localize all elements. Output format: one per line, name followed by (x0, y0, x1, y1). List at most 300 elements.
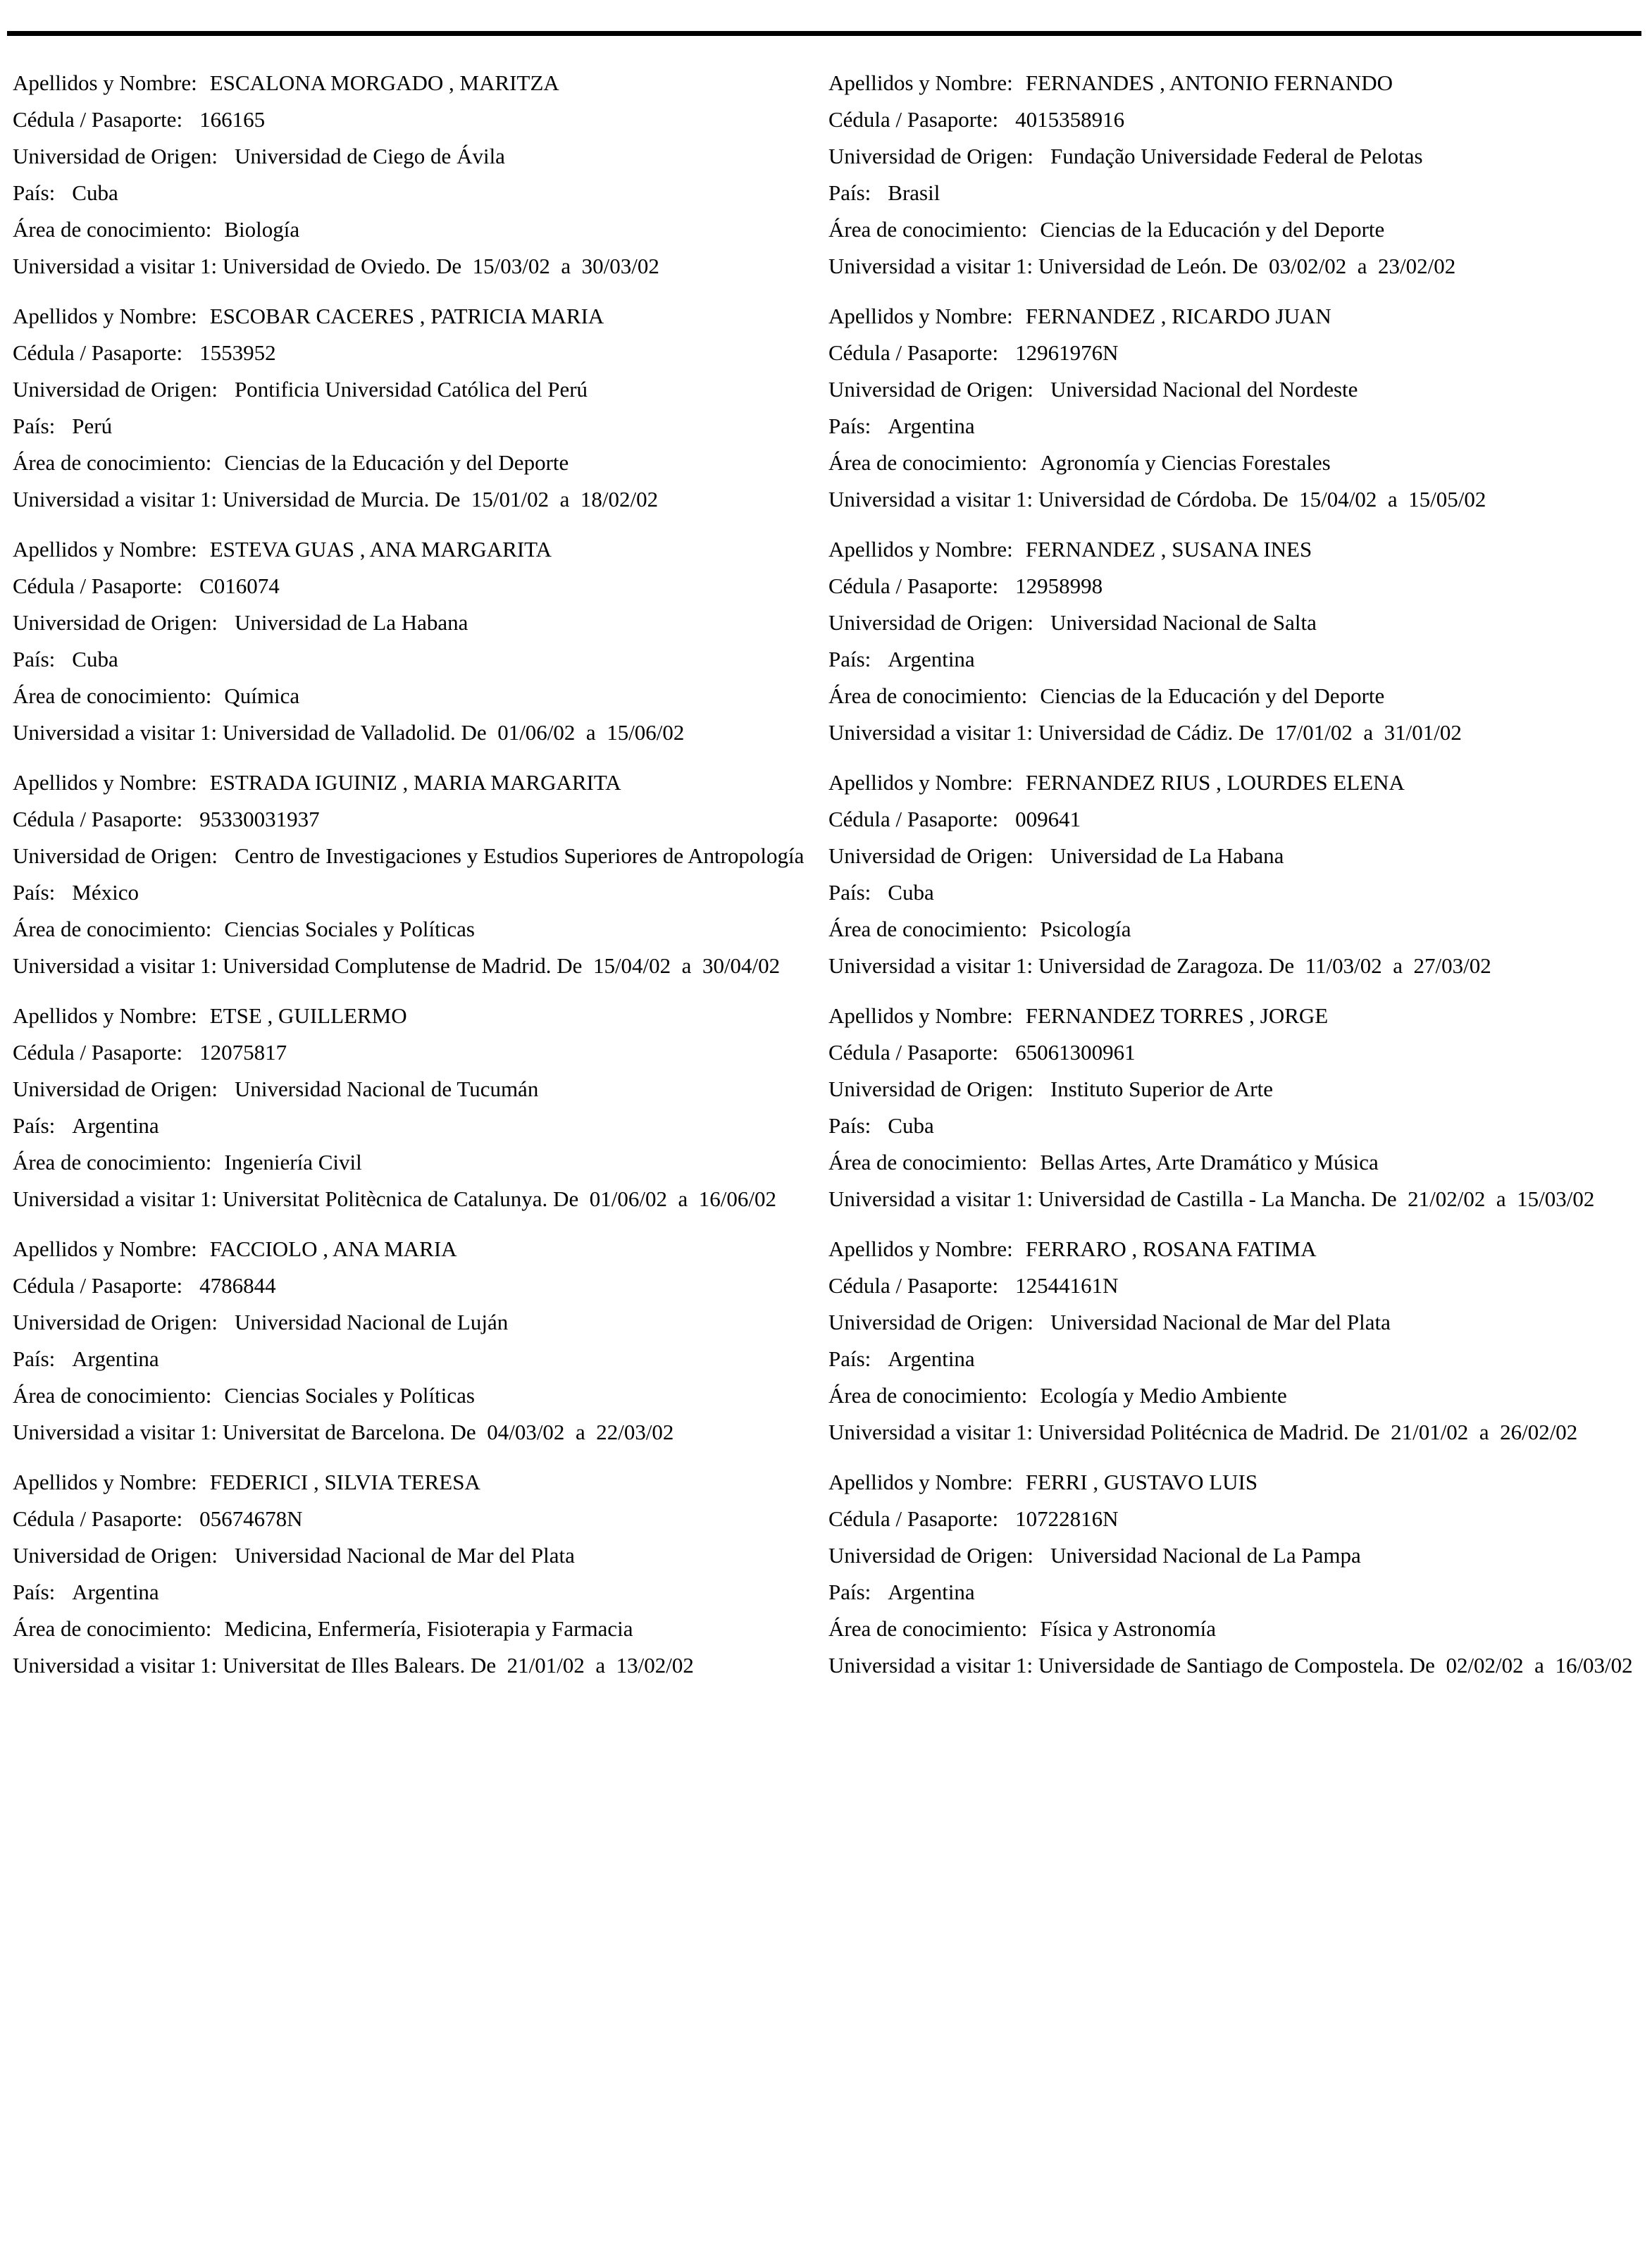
country-line (13, 1113, 807, 1138)
date-to: 13/02/02 (616, 1653, 694, 1678)
id-label: Cédula / Pasaporte: (13, 107, 183, 132)
country-line (828, 880, 1646, 905)
country-label: País: (13, 1580, 56, 1604)
origin-line (828, 610, 1646, 635)
from-label: De (1268, 953, 1295, 978)
from-label: De (450, 1420, 476, 1444)
origin-label: Universidad de Origen: (828, 610, 1033, 635)
visit-label: Universidad a visitar 1: (13, 1420, 218, 1444)
id-label: Cédula / Pasaporte: (13, 1040, 183, 1065)
id-line (13, 574, 807, 598)
visit-line (13, 953, 807, 978)
area-line (828, 917, 1646, 941)
to-label: a (559, 487, 570, 512)
area-label: Área de conocimiento: (13, 1150, 212, 1174)
area-value: Psicología (1040, 917, 1131, 941)
name-line (828, 70, 1646, 95)
id-value: 95330031937 (199, 807, 320, 831)
country-value: Cuba (72, 180, 118, 205)
origin-line (828, 377, 1646, 402)
name-line (13, 1003, 807, 1028)
name-label: Apellidos y Nombre: (13, 537, 197, 562)
area-line (13, 683, 807, 708)
origin-line (13, 144, 807, 168)
origin-line (13, 1543, 807, 1568)
id-line (13, 107, 807, 132)
to-label: a (1534, 1653, 1544, 1678)
id-value: 12961976N (1015, 340, 1119, 365)
from-label: De (1371, 1186, 1397, 1211)
grant-record (828, 770, 1646, 978)
area-line (828, 1616, 1646, 1641)
date-from: 02/02/02 (1446, 1653, 1524, 1678)
visit-label: Universidad a visitar 1: (13, 1653, 218, 1678)
date-from: 04/03/02 (487, 1420, 565, 1444)
name-value: FEDERICI , SILVIA TERESA (209, 1470, 480, 1494)
visit-label: Universidad a visitar 1: (828, 487, 1033, 512)
id-value: 4786844 (199, 1273, 276, 1298)
area-label: Área de conocimiento: (828, 1616, 1028, 1641)
id-line (13, 807, 807, 831)
visit-label: Universidad a visitar 1: (828, 1186, 1033, 1211)
name-line (828, 1003, 1646, 1028)
date-from: 21/01/02 (1391, 1420, 1469, 1444)
visit-university: Universidad Politécnica de Madrid. (1038, 1420, 1349, 1444)
origin-line (13, 1077, 807, 1101)
area-value: Ecología y Medio Ambiente (1040, 1383, 1287, 1408)
id-value: 1553952 (199, 340, 276, 365)
date-from: 11/03/02 (1305, 953, 1382, 978)
to-label: a (585, 720, 596, 745)
to-label: a (678, 1186, 688, 1211)
area-line (13, 1150, 807, 1174)
origin-value: Universidad de La Habana (234, 610, 468, 635)
origin-line (828, 1077, 1646, 1101)
country-line (828, 414, 1646, 438)
visit-university: Universidade de Santiago de Compostela. (1038, 1653, 1405, 1678)
area-value: Química (224, 683, 300, 708)
country-label: País: (13, 180, 56, 205)
area-value: Ciencias de la Educación y del Deporte (1040, 217, 1385, 242)
country-value: Cuba (888, 1113, 934, 1138)
origin-value: Pontificia Universidad Católica del Perú (234, 377, 588, 402)
name-value: FERNANDEZ , RICARDO JUAN (1025, 304, 1331, 328)
name-value: FERRARO , ROSANA FATIMA (1025, 1236, 1317, 1261)
country-value: Argentina (888, 414, 975, 438)
origin-value: Universidad de Ciego de Ávila (234, 144, 505, 168)
id-value: 65061300961 (1015, 1040, 1136, 1065)
name-label: Apellidos y Nombre: (828, 70, 1013, 95)
grant-record (13, 537, 807, 745)
country-label: País: (828, 414, 871, 438)
origin-value: Universidad Nacional de Mar del Plata (234, 1543, 575, 1568)
id-value: 12075817 (199, 1040, 287, 1065)
to-label: a (595, 1653, 606, 1678)
id-label: Cédula / Pasaporte: (828, 1273, 999, 1298)
country-line (828, 1346, 1646, 1371)
date-from: 17/01/02 (1274, 720, 1353, 745)
name-value: FERNANDEZ , SUSANA INES (1025, 537, 1312, 562)
origin-label: Universidad de Origen: (828, 144, 1033, 168)
country-line (13, 1346, 807, 1371)
date-from: 21/02/02 (1408, 1186, 1486, 1211)
visit-university: Universidad de Oviedo. (222, 254, 431, 278)
country-value: Perú (72, 414, 113, 438)
date-from: 03/02/02 (1269, 254, 1347, 278)
visit-university: Universidad de Zaragoza. (1038, 953, 1264, 978)
name-value: ESCALONA MORGADO , MARITZA (209, 70, 559, 95)
name-label: Apellidos y Nombre: (828, 1236, 1013, 1261)
date-to: 15/03/02 (1517, 1186, 1595, 1211)
origin-value: Universidad Nacional del Nordeste (1050, 377, 1358, 402)
origin-label: Universidad de Origen: (828, 1077, 1033, 1101)
name-label: Apellidos y Nombre: (13, 770, 197, 795)
id-value: 10722816N (1015, 1506, 1119, 1531)
area-value: Ciencias Sociales y Políticas (224, 1383, 475, 1408)
date-to: 18/02/02 (580, 487, 659, 512)
grant-record (828, 1003, 1646, 1211)
area-label: Área de conocimiento: (828, 683, 1028, 708)
name-label: Apellidos y Nombre: (828, 770, 1013, 795)
origin-line (13, 843, 807, 868)
name-label: Apellidos y Nombre: (828, 1470, 1013, 1494)
id-value: C016074 (199, 574, 280, 598)
visit-line (828, 1653, 1646, 1678)
from-label: De (1409, 1653, 1435, 1678)
name-line (13, 1470, 807, 1494)
id-line (828, 1273, 1646, 1298)
country-line (13, 1580, 807, 1604)
origin-line (828, 144, 1646, 168)
name-label: Apellidos y Nombre: (828, 537, 1013, 562)
from-label: De (435, 254, 462, 278)
grant-record (828, 1236, 1646, 1444)
country-label: País: (13, 1346, 56, 1371)
id-value: 12544161N (1015, 1273, 1119, 1298)
country-label: País: (828, 647, 871, 671)
area-value: Agronomía y Ciencias Forestales (1040, 450, 1331, 475)
to-label: a (1479, 1420, 1489, 1444)
visit-label: Universidad a visitar 1: (828, 1653, 1033, 1678)
country-label: País: (13, 414, 56, 438)
name-label: Apellidos y Nombre: (828, 1003, 1013, 1028)
country-label: País: (13, 1113, 56, 1138)
country-line (828, 1580, 1646, 1604)
name-label: Apellidos y Nombre: (13, 1003, 197, 1028)
id-value: 05674678N (199, 1506, 303, 1531)
country-line (828, 180, 1646, 205)
visit-label: Universidad a visitar 1: (13, 720, 218, 745)
name-line (13, 70, 807, 95)
visit-university: Universitat de Illes Balears. (222, 1653, 466, 1678)
area-line (13, 1616, 807, 1641)
to-label: a (561, 254, 571, 278)
date-to: 30/03/02 (581, 254, 659, 278)
date-to: 15/06/02 (607, 720, 685, 745)
id-line (828, 340, 1646, 365)
origin-line (828, 1543, 1646, 1568)
origin-value: Fundação Universidade Federal de Pelotas (1050, 144, 1423, 168)
country-label: País: (828, 880, 871, 905)
id-label: Cédula / Pasaporte: (13, 340, 183, 365)
origin-label: Universidad de Origen: (13, 1543, 218, 1568)
date-to: 30/04/02 (702, 953, 781, 978)
area-value: Bellas Artes, Arte Dramático y Música (1040, 1150, 1379, 1174)
name-line (13, 304, 807, 328)
visit-line (13, 1186, 807, 1211)
origin-line (828, 1310, 1646, 1334)
visit-university: Universidad de Cádiz. (1038, 720, 1234, 745)
id-label: Cédula / Pasaporte: (828, 574, 999, 598)
id-label: Cédula / Pasaporte: (828, 1040, 999, 1065)
country-value: Argentina (888, 1346, 975, 1371)
date-to: 26/02/02 (1500, 1420, 1578, 1444)
country-value: Brasil (888, 180, 940, 205)
name-label: Apellidos y Nombre: (13, 70, 197, 95)
country-label: País: (13, 880, 56, 905)
id-label: Cédula / Pasaporte: (828, 340, 999, 365)
from-label: De (557, 953, 583, 978)
visit-university: Universitat Politècnica de Catalunya. (222, 1186, 548, 1211)
from-label: De (435, 487, 461, 512)
visit-label: Universidad a visitar 1: (828, 720, 1033, 745)
date-from: 15/01/02 (471, 487, 549, 512)
to-label: a (1357, 254, 1367, 278)
origin-line (13, 377, 807, 402)
area-line (13, 1383, 807, 1408)
from-label: De (1262, 487, 1288, 512)
date-from: 01/06/02 (589, 1186, 667, 1211)
visit-line (13, 720, 807, 745)
name-value: FERRI , GUSTAVO LUIS (1025, 1470, 1258, 1494)
origin-value: Universidad Nacional de La Pampa (1050, 1543, 1361, 1568)
visit-label: Universidad a visitar 1: (828, 953, 1033, 978)
name-line (828, 1236, 1646, 1261)
origin-label: Universidad de Origen: (13, 1077, 218, 1101)
date-from: 21/01/02 (507, 1653, 585, 1678)
origin-label: Universidad de Origen: (828, 377, 1033, 402)
area-label: Área de conocimiento: (13, 1616, 212, 1641)
name-line (828, 770, 1646, 795)
name-value: FACCIOLO , ANA MARIA (209, 1236, 457, 1261)
country-value: Cuba (888, 880, 934, 905)
grant-record (13, 70, 807, 278)
grant-record (13, 1003, 807, 1211)
name-label: Apellidos y Nombre: (13, 1470, 197, 1494)
grant-record (828, 537, 1646, 745)
date-to: 23/02/02 (1378, 254, 1456, 278)
area-line (828, 1383, 1646, 1408)
date-to: 22/03/02 (596, 1420, 674, 1444)
country-label: País: (828, 1580, 871, 1604)
area-label: Área de conocimiento: (13, 917, 212, 941)
area-label: Área de conocimiento: (828, 450, 1028, 475)
id-line (13, 1273, 807, 1298)
area-value: Biología (224, 217, 300, 242)
origin-label: Universidad de Origen: (828, 1310, 1033, 1334)
visit-university: Universidad de Murcia. (222, 487, 430, 512)
name-label: Apellidos y Nombre: (828, 304, 1013, 328)
from-label: De (470, 1653, 497, 1678)
to-label: a (1393, 953, 1403, 978)
area-label: Área de conocimiento: (13, 217, 212, 242)
date-from: 15/03/02 (472, 254, 550, 278)
grant-record (13, 770, 807, 978)
id-line (828, 1040, 1646, 1065)
origin-value: Universidad Nacional de Tucumán (234, 1077, 539, 1101)
grant-record (13, 304, 807, 512)
country-label: País: (828, 180, 871, 205)
area-label: Área de conocimiento: (828, 1383, 1028, 1408)
visit-line (828, 720, 1646, 745)
visit-university: Universidad de Córdoba. (1038, 487, 1257, 512)
to-label: a (1387, 487, 1398, 512)
right-column (828, 70, 1646, 1703)
origin-line (13, 1310, 807, 1334)
id-line (828, 1506, 1646, 1531)
visit-line (13, 1420, 807, 1444)
visit-label: Universidad a visitar 1: (13, 487, 218, 512)
visit-university: Universidad de León. (1038, 254, 1227, 278)
id-label: Cédula / Pasaporte: (828, 1506, 999, 1531)
name-value: FERNANDEZ RIUS , LOURDES ELENA (1025, 770, 1405, 795)
date-from: 15/04/02 (592, 953, 671, 978)
from-label: De (461, 720, 487, 745)
name-value: FERNANDES , ANTONIO FERNANDO (1025, 70, 1393, 95)
visit-label: Universidad a visitar 1: (13, 953, 218, 978)
name-value: ESTRADA IGUINIZ , MARIA MARGARITA (209, 770, 621, 795)
visit-university: Universidad de Castilla - La Mancha. (1038, 1186, 1366, 1211)
country-label: País: (828, 1346, 871, 1371)
name-line (13, 537, 807, 562)
id-line (828, 574, 1646, 598)
id-value: 12958998 (1015, 574, 1103, 598)
area-line (828, 683, 1646, 708)
id-label: Cédula / Pasaporte: (828, 807, 999, 831)
origin-label: Universidad de Origen: (13, 377, 218, 402)
country-value: Argentina (72, 1346, 159, 1371)
visit-label: Universidad a visitar 1: (828, 1420, 1033, 1444)
grant-record (13, 1236, 807, 1444)
visit-university: Universitat de Barcelona. (222, 1420, 445, 1444)
visit-line (13, 254, 807, 278)
origin-value: Universidad Nacional de Mar del Plata (1050, 1310, 1391, 1334)
visit-line (828, 1420, 1646, 1444)
visit-line (828, 254, 1646, 278)
area-line (828, 450, 1646, 475)
area-label: Área de conocimiento: (828, 917, 1028, 941)
country-value: México (72, 880, 139, 905)
name-value: ETSE , GUILLERMO (209, 1003, 407, 1028)
area-line (828, 1150, 1646, 1174)
area-label: Área de conocimiento: (13, 450, 212, 475)
date-to: 31/01/02 (1384, 720, 1462, 745)
origin-label: Universidad de Origen: (13, 610, 218, 635)
from-label: De (1238, 720, 1265, 745)
name-line (13, 1236, 807, 1261)
id-line (13, 1506, 807, 1531)
origin-value: Instituto Superior de Arte (1050, 1077, 1273, 1101)
grant-record (828, 304, 1646, 512)
origin-value: Universidad Nacional de Luján (234, 1310, 509, 1334)
name-label: Apellidos y Nombre: (13, 1236, 197, 1261)
id-value: 4015358916 (1015, 107, 1125, 132)
country-line (13, 880, 807, 905)
id-label: Cédula / Pasaporte: (13, 1506, 183, 1531)
visit-line (828, 487, 1646, 512)
visit-label: Universidad a visitar 1: (13, 1186, 218, 1211)
area-label: Área de conocimiento: (828, 217, 1028, 242)
from-label: De (1232, 254, 1258, 278)
date-from: 01/06/02 (497, 720, 576, 745)
area-line (828, 217, 1646, 242)
id-line (828, 107, 1646, 132)
id-value: 009641 (1015, 807, 1081, 831)
from-label: De (1354, 1420, 1380, 1444)
name-line (13, 770, 807, 795)
visit-line (13, 487, 807, 512)
country-label: País: (828, 1113, 871, 1138)
country-line (13, 647, 807, 671)
name-line (828, 537, 1646, 562)
country-value: Argentina (888, 647, 975, 671)
name-line (828, 1470, 1646, 1494)
visit-university: Universidad Complutense de Madrid. (222, 953, 552, 978)
origin-value: Universidad Nacional de Salta (1050, 610, 1317, 635)
id-label: Cédula / Pasaporte: (828, 107, 999, 132)
date-to: 16/06/02 (698, 1186, 776, 1211)
visit-line (13, 1653, 807, 1678)
origin-label: Universidad de Origen: (13, 1310, 218, 1334)
name-value: ESTEVA GUAS , ANA MARGARITA (209, 537, 552, 562)
to-label: a (1363, 720, 1374, 745)
country-value: Cuba (72, 647, 118, 671)
visit-line (828, 953, 1646, 978)
area-line (13, 217, 807, 242)
id-line (13, 340, 807, 365)
country-value: Argentina (72, 1113, 159, 1138)
area-label: Área de conocimiento: (828, 1150, 1028, 1174)
country-value: Argentina (888, 1580, 975, 1604)
from-label: De (553, 1186, 579, 1211)
origin-line (13, 610, 807, 635)
country-value: Argentina (72, 1580, 159, 1604)
origin-line (828, 843, 1646, 868)
area-value: Medicina, Enfermería, Fisioterapia y Farmacia (224, 1616, 633, 1641)
grant-record (13, 1470, 807, 1678)
date-to: 27/03/02 (1413, 953, 1491, 978)
left-column (13, 70, 807, 1703)
area-label: Área de conocimiento: (13, 683, 212, 708)
name-value: ESCOBAR CACERES , PATRICIA MARIA (209, 304, 604, 328)
origin-value: Universidad de La Habana (1050, 843, 1284, 868)
area-value: Ciencias Sociales y Políticas (224, 917, 475, 941)
origin-label: Universidad de Origen: (828, 843, 1033, 868)
area-label: Área de conocimiento: (13, 1383, 212, 1408)
date-to: 16/03/02 (1555, 1653, 1633, 1678)
visit-line (828, 1186, 1646, 1211)
area-line (13, 917, 807, 941)
country-label: País: (13, 647, 56, 671)
grant-record (828, 1470, 1646, 1678)
id-label: Cédula / Pasaporte: (13, 1273, 183, 1298)
to-label: a (681, 953, 692, 978)
id-label: Cédula / Pasaporte: (13, 807, 183, 831)
country-line (828, 647, 1646, 671)
country-line (13, 180, 807, 205)
area-value: Física y Astronomía (1040, 1616, 1217, 1641)
area-value: Ciencias de la Educación y del Deporte (1040, 683, 1385, 708)
